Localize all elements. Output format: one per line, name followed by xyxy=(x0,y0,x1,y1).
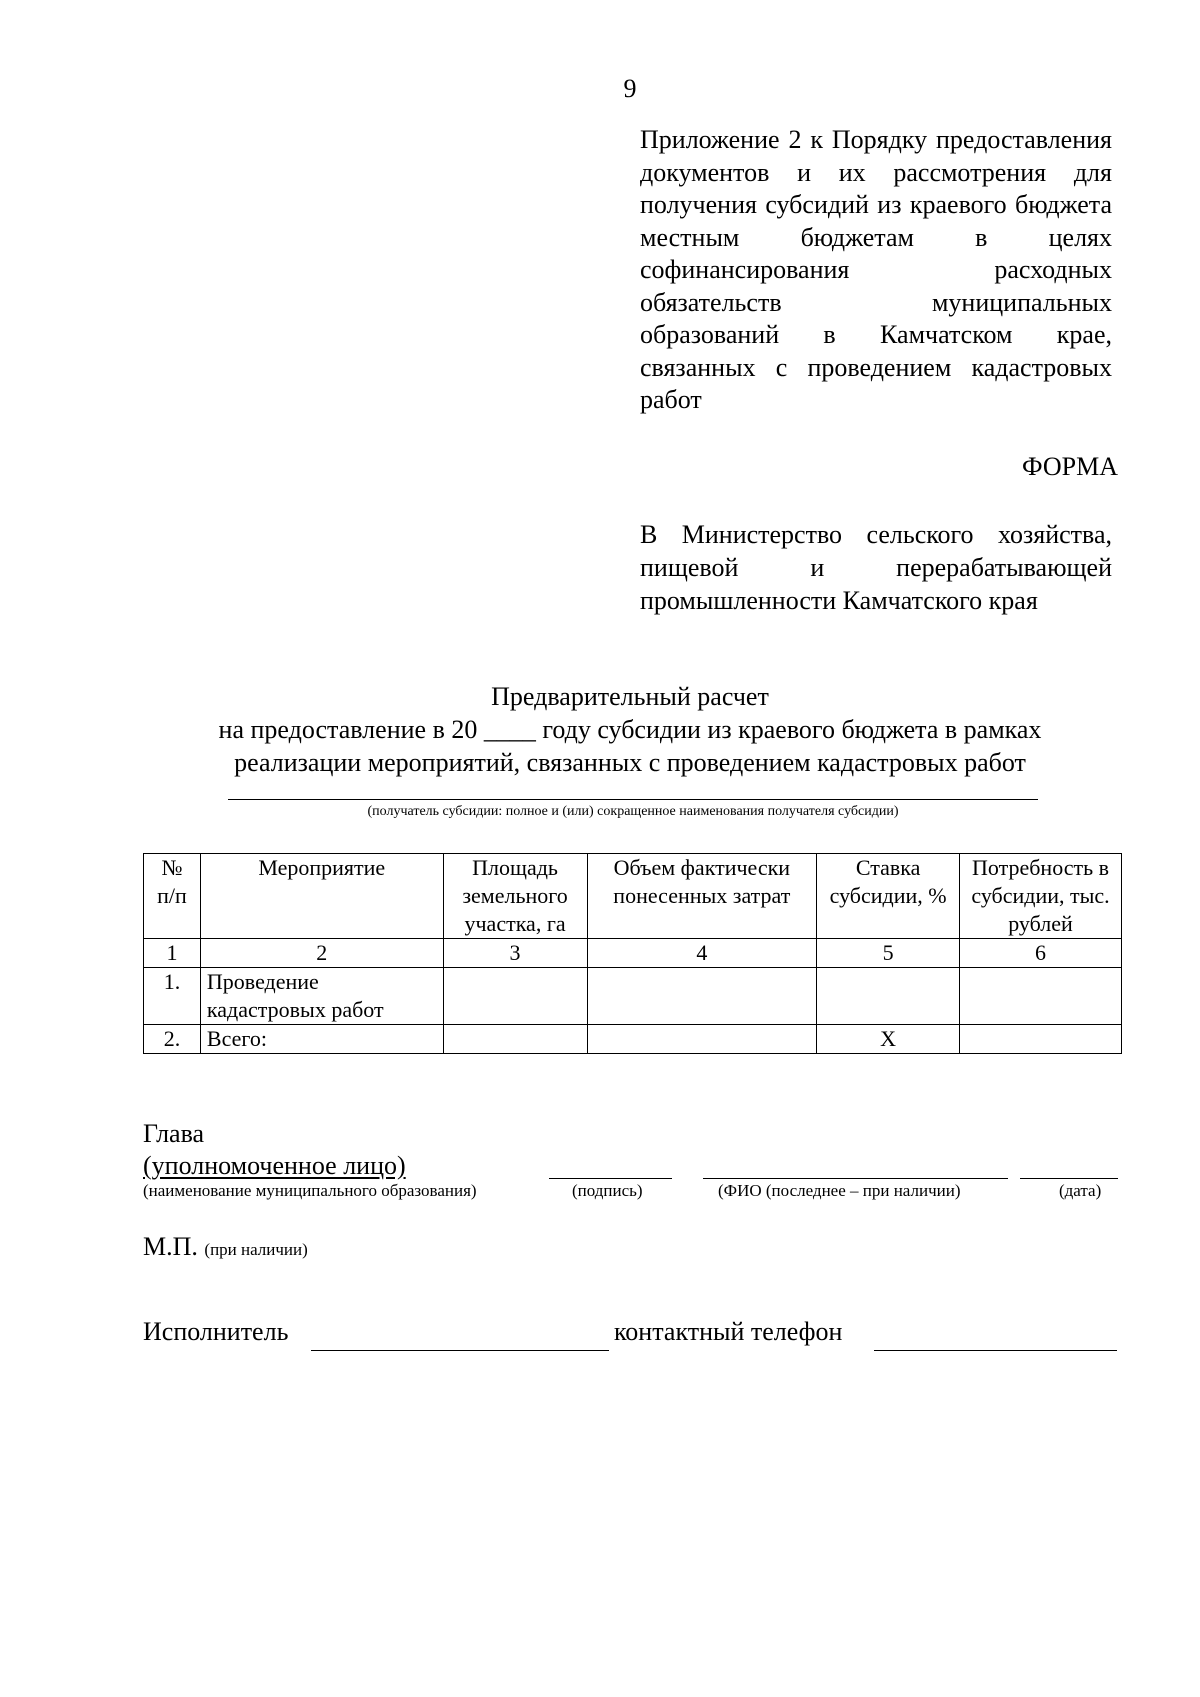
signature-caption: (подпись) xyxy=(572,1181,643,1200)
need-input-cell[interactable] xyxy=(960,968,1122,1025)
signatory-block xyxy=(143,1118,406,1182)
rate-input-cell[interactable] xyxy=(817,968,960,1025)
date-caption: (дата) xyxy=(1059,1181,1102,1200)
header-cell-area: Площадь земельного участка, га xyxy=(443,854,587,939)
column-number: 2 xyxy=(200,939,443,968)
area-input-cell[interactable] xyxy=(443,968,587,1025)
stamp-block xyxy=(143,1232,308,1262)
phone-label: контактный телефон xyxy=(614,1317,843,1346)
row-activity: Всего: xyxy=(200,1025,443,1054)
recipient-caption: (получатель субсидии: полное и (или) сокращенное наименования получателя субсидии) xyxy=(367,804,899,819)
table-row xyxy=(144,968,1122,1025)
date-line[interactable] xyxy=(1020,1178,1118,1179)
header-cell-number: № п/п xyxy=(144,854,201,939)
column-number: 5 xyxy=(817,939,960,968)
stamp-label: М.П. xyxy=(143,1232,198,1261)
form-label: ФОРМА xyxy=(1022,452,1118,481)
table-column-number-row xyxy=(144,939,1122,968)
row-activity: Проведение кадастровых работ xyxy=(200,968,443,1025)
column-number: 1 xyxy=(144,939,201,968)
header-cell-rate: Ставка субсидии, % xyxy=(817,854,960,939)
costs-total-cell[interactable] xyxy=(587,1025,817,1054)
recipient-field-line[interactable] xyxy=(228,799,1038,800)
rate-total-cell: Х xyxy=(817,1025,960,1054)
row-number: 2. xyxy=(144,1025,201,1054)
phone-line[interactable] xyxy=(874,1350,1117,1351)
signature-line[interactable] xyxy=(549,1178,672,1179)
fio-caption: (ФИО (последнее – при наличии) xyxy=(718,1181,961,1200)
addressee: В Министерство сельского хозяйства, пищевой и перерабатывающей промышленности Камчатского края xyxy=(640,520,1112,615)
fio-line[interactable] xyxy=(703,1178,1008,1179)
municipality-caption: (наименование муниципального образования) xyxy=(143,1181,477,1200)
document-title xyxy=(140,680,1120,779)
table-row-total xyxy=(144,1025,1122,1054)
head-label: Глава xyxy=(143,1119,205,1148)
appendix-reference: Приложение 2 к Порядку предоставления документов и их рассмотрения для получения субсидий из краевого бюджета местным бюджетам в целях софинансирования расходных обязательств муниципальных образований в Камчатском крае, связанных с проведением кадастровых работ xyxy=(640,125,1112,414)
need-total-cell[interactable] xyxy=(960,1025,1122,1054)
title-line-2: на предоставление в 20 ____ году субсидии из краевого бюджета в рамках xyxy=(218,715,1042,744)
calculation-table xyxy=(143,853,1122,1054)
column-number: 3 xyxy=(443,939,587,968)
executor-line[interactable] xyxy=(311,1350,609,1351)
row-number: 1. xyxy=(144,968,201,1025)
costs-input-cell[interactable] xyxy=(587,968,817,1025)
header-cell-activity: Мероприятие xyxy=(200,854,443,939)
area-total-cell[interactable] xyxy=(443,1025,587,1054)
title-line-3: реализации мероприятий, связанных с проведением кадастровых работ xyxy=(234,748,1026,777)
authorized-person-label: (уполномоченное лицо) xyxy=(143,1151,406,1180)
table-header-row xyxy=(144,854,1122,939)
stamp-note: (при наличии) xyxy=(204,1240,308,1259)
header-cell-need: Потребность в субсидии, тыс. рублей xyxy=(960,854,1122,939)
executor-label: Исполнитель xyxy=(143,1317,289,1346)
column-number: 6 xyxy=(960,939,1122,968)
title-line-1: Предварительный расчет xyxy=(491,682,769,711)
page-number: 9 xyxy=(623,74,637,103)
column-number: 4 xyxy=(587,939,817,968)
header-cell-costs: Объем фактически понесенных затрат xyxy=(587,854,817,939)
